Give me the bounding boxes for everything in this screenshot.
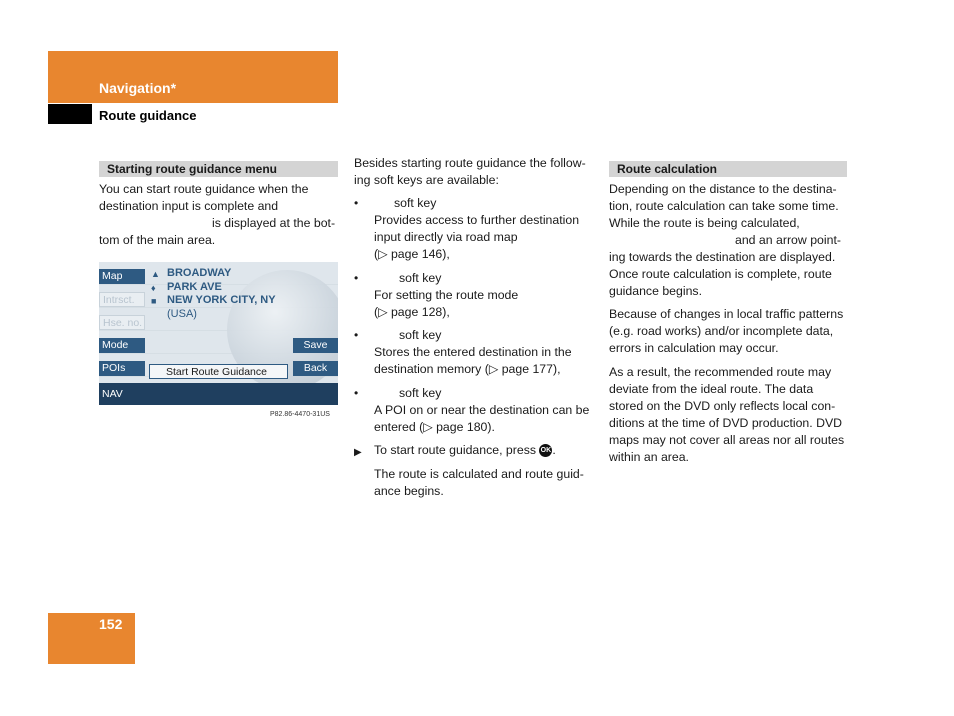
softkey-mode: Mode (99, 338, 145, 353)
item-head: soft key (399, 328, 442, 342)
ok-button-icon: OK (539, 444, 552, 457)
arrow-right-icon: ▶ (354, 447, 362, 458)
col1-paragraph (99, 181, 344, 249)
item-line: destination memory (▷ page 177), (374, 362, 561, 376)
col3-paragraph-2 (609, 306, 854, 357)
col1-line: is displayed at the bot- (212, 216, 336, 230)
softkey-list-item (354, 327, 604, 378)
intersection-icon: ♦ (151, 283, 156, 293)
item-line: (▷ page 128), (374, 305, 450, 319)
col1-line: destination input is complete and (99, 199, 279, 213)
result-line: ance begins. (374, 484, 444, 498)
col3-paragraph-3 (609, 364, 854, 466)
item-line: Stores the entered destination in the (374, 345, 572, 359)
col3-line: deviate from the ideal route. The data (609, 382, 814, 396)
col2-intro-line: Besides starting route guidance the follow- (354, 156, 586, 170)
col3-line: ing towards the destination are displayed. (609, 250, 836, 264)
col3-line: (e.g. road works) and/or incomplete data, (609, 324, 834, 338)
softkey-intersection: Intrsct. (99, 292, 145, 307)
bullet-icon: • (354, 271, 359, 285)
col2-intro-line: ing soft keys are available: (354, 173, 499, 187)
item-line: Provides access to further destination (374, 213, 580, 227)
page-number: 152 (99, 616, 123, 632)
subsection-title: Route guidance (99, 108, 197, 123)
col1-line: You can start route guidance when the (99, 182, 309, 196)
result-paragraph (374, 466, 604, 500)
address-country: (USA) (167, 308, 197, 320)
softkey-back: Back (293, 361, 338, 376)
address-cross-street: PARK AVE (167, 281, 222, 293)
col3-line: maps may not cover all areas nor all routes (609, 433, 845, 447)
col3-line: As a result, the recommended route may (609, 365, 832, 379)
col3-line: While the route is being calculated, (609, 216, 800, 230)
instruction-step: ▶ To start route guidance, press OK. (354, 442, 604, 459)
col3-line: tion, route calculation can take some time. (609, 199, 839, 213)
col3-line: errors in calculation may occur. (609, 341, 779, 355)
starting-route-guidance-heading: Starting route guidance menu (99, 161, 338, 177)
softkey-list-item (354, 195, 604, 263)
item-head: soft key (399, 386, 442, 400)
bullet-icon: • (354, 196, 359, 210)
col3-paragraph-1 (609, 181, 854, 300)
softkey-map: Map (99, 269, 145, 284)
item-line: For setting the route mode (374, 288, 519, 302)
result-line: The route is calculated and route guid- (374, 467, 584, 481)
city-icon: ■ (151, 296, 157, 306)
col3-line: Once route calculation is complete, route (609, 267, 832, 281)
section-tab-marker (48, 104, 92, 124)
col2-intro (354, 155, 604, 189)
section-header-bar (48, 51, 338, 103)
item-head: soft key (394, 196, 437, 210)
item-line: (▷ page 146), (374, 247, 450, 261)
col3-line: and an arrow point- (735, 233, 841, 247)
street-icon: ▲ (151, 269, 160, 279)
softkey-pois: POIs (99, 361, 145, 376)
route-calculation-heading: Route calculation (609, 161, 847, 177)
col3-line: Depending on the distance to the destina- (609, 182, 837, 196)
address-street: BROADWAY (167, 267, 232, 279)
col1-line: tom of the main area. (99, 233, 216, 247)
col3-line: ditions at the time of DVD production. DVD (609, 416, 843, 430)
section-title: Navigation* (99, 80, 177, 96)
col3-line: within an area. (609, 450, 689, 464)
item-line: entered (▷ page 180). (374, 420, 495, 434)
bullet-icon: • (354, 328, 359, 342)
bullet-icon: • (354, 386, 359, 400)
col3-line: guidance begins. (609, 284, 702, 298)
item-line: A POI on or near the destination can be (374, 403, 590, 417)
col3-line: stored on the DVD only reflects local con- (609, 399, 836, 413)
navigation-screen-image (99, 262, 338, 405)
softkey-house-number: Hse. no. (99, 315, 145, 330)
item-line: input directly via road map (374, 230, 518, 244)
address-city: NEW YORK CITY, NY (167, 294, 276, 306)
nav-status-bar: NAV (99, 383, 338, 405)
start-route-guidance-button: Start Route Guidance (149, 364, 288, 379)
image-caption: P82.86-4470-31US (270, 411, 330, 418)
col3-line: Because of changes in local traffic patterns (609, 307, 844, 321)
softkey-list-item (354, 270, 604, 321)
softkey-save: Save (293, 338, 338, 353)
item-head: soft key (399, 271, 442, 285)
softkey-list-item (354, 385, 604, 436)
instruction-text: To start route guidance, press (374, 443, 536, 457)
